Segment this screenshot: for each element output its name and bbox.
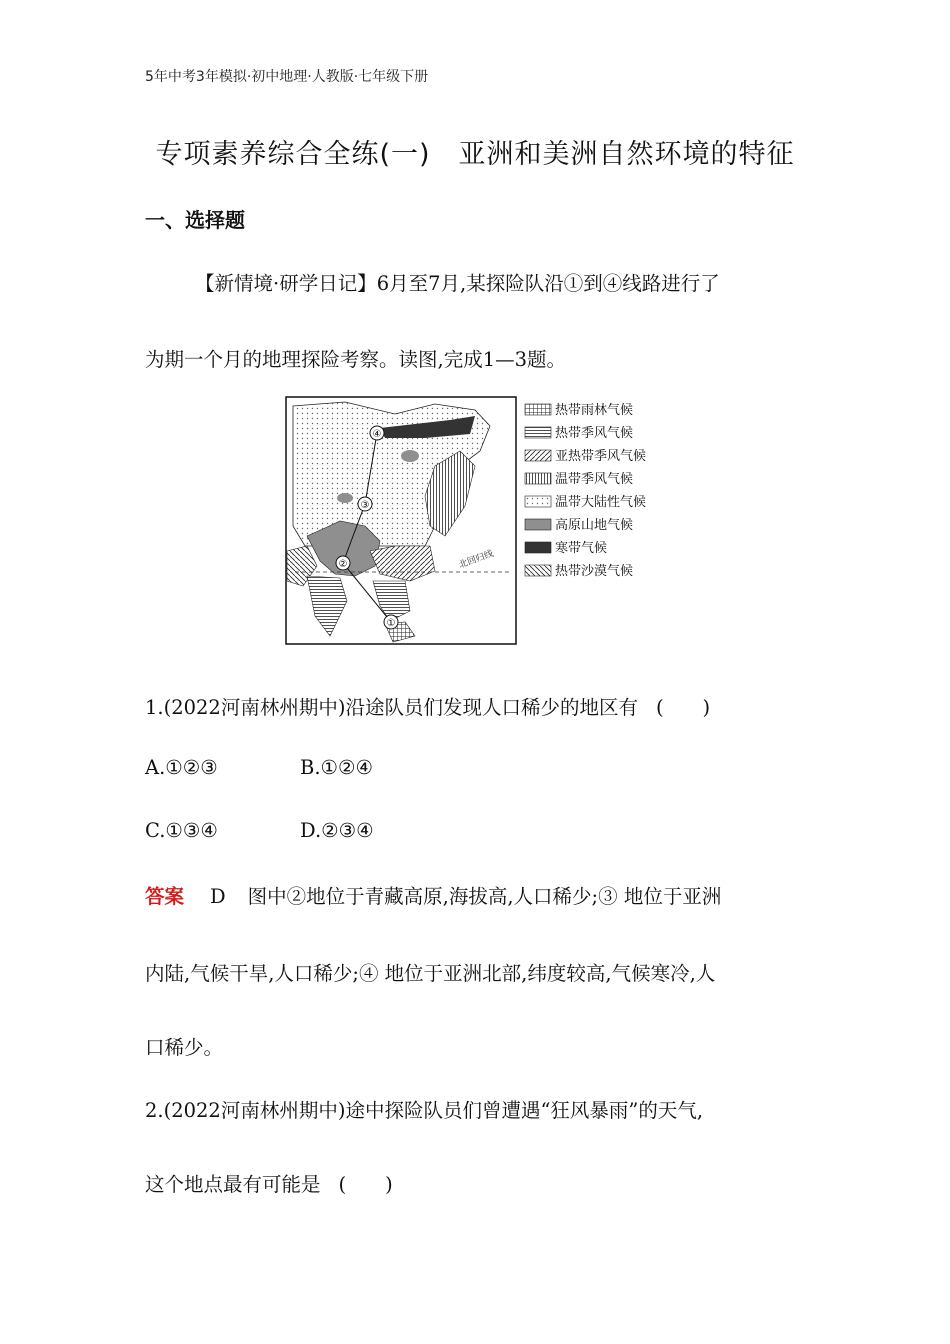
question-2-line-2	[145, 1169, 393, 1197]
answer-line-3: 口稀少。	[145, 1036, 224, 1059]
intro-line-2: 为期一个月的地理探险考察。读图,完成1—3题。	[145, 348, 567, 371]
answer-explanation-1: 图中②地位于青藏高原,海拔高,人口稀少;③ 地位于亚洲	[247, 885, 722, 908]
legend-swatch-3	[525, 450, 551, 461]
intro-line-1: 【新情境·研学日记】6月至7月,某探险队沿①到④线路进行了	[195, 272, 720, 295]
route-label-1: ①	[386, 618, 396, 629]
route-label-4: ④	[372, 429, 382, 440]
legend-swatch-5	[525, 496, 551, 507]
question-2-line-1: 2.(2022河南林州期中)途中探险队员们曾遭遇“狂风暴雨”的天气,	[145, 1099, 704, 1122]
plateau-small-1	[337, 493, 353, 503]
option-d: D.②③④	[300, 819, 374, 842]
section-heading: 一、选择题	[145, 208, 245, 232]
legend-label-6: 高原山地气候	[555, 518, 634, 533]
climate-map-figure	[285, 396, 675, 646]
route-label-3: ③	[360, 500, 370, 511]
legend-label-2: 热带季风气候	[555, 426, 634, 441]
legend-swatch-7	[525, 542, 551, 553]
option-a: A.①②③	[145, 756, 218, 779]
option-b: B.①②④	[300, 756, 373, 779]
legend-label-7: 寒带气候	[555, 541, 608, 556]
route-label-2: ②	[338, 559, 348, 570]
question-1-options-row-1	[145, 756, 373, 779]
option-c: C.①③④	[145, 819, 218, 842]
legend-label-5: 温带大陆性气候	[555, 495, 647, 510]
legend-swatch-4	[525, 473, 551, 484]
running-header: 5年中考3年模拟·初中地理·人教版·七年级下册	[145, 69, 429, 85]
climate-map	[285, 396, 675, 646]
question-1-options-row-2	[145, 819, 374, 842]
legend-label-1: 热带雨林气候	[555, 403, 634, 418]
answer-blank: ( )	[655, 696, 711, 719]
plateau-small-2	[401, 450, 419, 462]
page-title: 专项素养综合全练(一) 亚洲和美洲自然环境的特征	[155, 139, 795, 170]
question-2-text: 这个地点最有可能是	[145, 1173, 321, 1196]
legend-swatch-8	[525, 565, 551, 576]
answer-blank-2: ( )	[338, 1173, 393, 1196]
legend-label-8: 热带沙漠气候	[555, 564, 634, 579]
answer-label: 答案	[145, 885, 185, 908]
legend-label-3: 亚热带季风气候	[555, 449, 647, 464]
legend-swatch-6	[525, 519, 551, 530]
answer-letter: D	[210, 885, 226, 908]
answer-line-1	[145, 881, 721, 909]
question-1-stem	[145, 692, 710, 720]
legend-swatch-2	[525, 427, 551, 438]
question-1-text: 1.(2022河南林州期中)沿途队员们发现人口稀少的地区有	[145, 696, 638, 719]
answer-line-2: 内陆,气候干旱,人口稀少;④ 地位于亚洲北部,纬度较高,气候寒冷,人	[145, 962, 716, 985]
tropic-label: 北回归线	[457, 549, 495, 571]
legend-swatch-1	[525, 404, 551, 415]
map-legend	[525, 402, 646, 579]
legend-label-4: 温带季风气候	[555, 472, 634, 487]
